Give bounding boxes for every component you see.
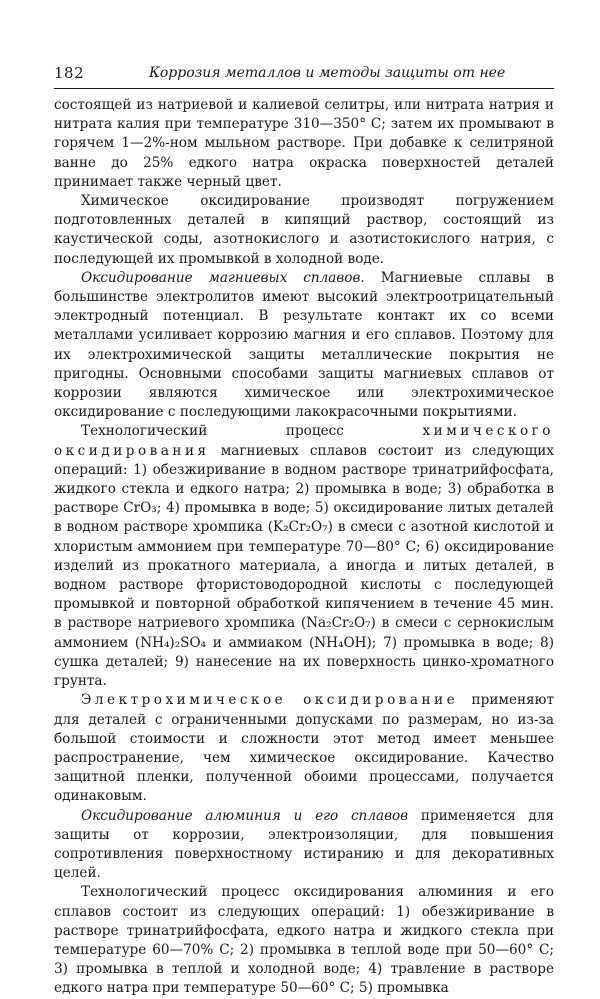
spaced-emphasis: Электрохимическое оксидирование	[81, 692, 459, 709]
spaced-emphasis: химического оксидирования	[54, 423, 554, 459]
paragraph	[54, 269, 554, 423]
page-number: 182	[54, 64, 85, 82]
italic-heading: Оксидирование магниевых сплавов.	[81, 269, 365, 286]
header-rule	[54, 88, 554, 89]
paragraph-text: Химическое оксидирование производят погружением подготовленных деталей в кипящий раствор, состоящий из каустической соды, азотнокислого и азотистокислого натрия, с последующей их промывкой в холодной воде.	[54, 193, 554, 267]
paragraph-text: применяют для деталей с ограниченными допусками по размерам, но из-за большой стоимости и сложности этот метод имеет меньшее распространение, чем химическое оксидирование. Качество защитной пленки, полученной обоими процессами, получается одинаковым.	[54, 692, 554, 805]
paragraph	[54, 96, 554, 192]
paragraph	[54, 192, 554, 269]
body-text	[54, 96, 554, 999]
paragraph-text: Технологический процесс	[81, 423, 423, 440]
paragraph-text: Технологический процесс оксидирования алюминия и его сплавов состоит из следующих операций: 1) обезжиривание в растворе тринатрийфосфата, едкого натра и жидкого стекла при температуре 60—70% С; 2) промывка в теплой воде при 50—60° С; 3) промывка в теплой и холодной воде; 4) травление в растворе едкого натра при температуре 50—60° С; 5) промывка	[54, 884, 554, 997]
paragraph-text: магниевых сплавов состоит из следующих операций: 1) обезжиривание в водном растворе тринатрийфосфата, жидкого стекла и едкого натра; 2) промывка в воде; 3) обработка в растворе CrO₃; 4) промывка в воде; 5) оксидирование литых деталей в водном растворе хромпика (K₂Cr₂O₇) в смеси с азотной кислотой и хлористым аммонием при температуре 70—80° С; 6) оксидирование изделий из прокатного материала, а иногда и литых деталей, в водном растворе фтористоводородной кислоты с последующей промывкой и повторной обработкой кипячением в течение 45 мин. в растворе натриевого хромпика (Na₂Cr₂O₇) в смеси с сернокислым аммонием (NH₄)₂SO₄ и аммиаком (NH₄OH); 7) промывка в воде; 8) сушка деталей; 9) нанесение на их поверхность цинко-хроматного грунта.	[54, 442, 554, 690]
paragraph-text: применяется для защиты от коррозии, электроизоляции, для повышения сопротивления поверхностному истиранию и для декоративных целей.	[54, 807, 554, 882]
paragraph	[54, 422, 554, 691]
italic-heading: Оксидирование алюминия и его сплавов	[81, 807, 409, 824]
running-title: Коррозия металлов и методы защиты от нее	[149, 65, 506, 81]
paragraph	[54, 883, 554, 998]
running-header	[54, 64, 554, 86]
paragraph-text: состоящей из натриевой и калиевой селитры, или нитрата натрия и нитрата калия при температуре 310—350° С; затем их промывают в горячем 1—2%-ном мыльном растворе. При добавке к селитряной ванне до 25% едкого натра окраска поверхностей деталей принимает также черный цвет.	[54, 97, 554, 190]
paragraph	[54, 807, 554, 884]
paragraph	[54, 691, 554, 806]
paragraph-text: Магниевые сплавы в большинстве электролитов имеют высокий электроотрицательный электродный потенциал. В результате контакт их со всеми металлами усиливает коррозию магния и его сплавов. Поэтому для их электрохимической защиты металлические покрытия не пригодны. Основными способами защиты магниевых сплавов от коррозии являются химическое или электрохимическое оксидирование с последующими лакокрасочными покрытиями.	[54, 269, 554, 421]
